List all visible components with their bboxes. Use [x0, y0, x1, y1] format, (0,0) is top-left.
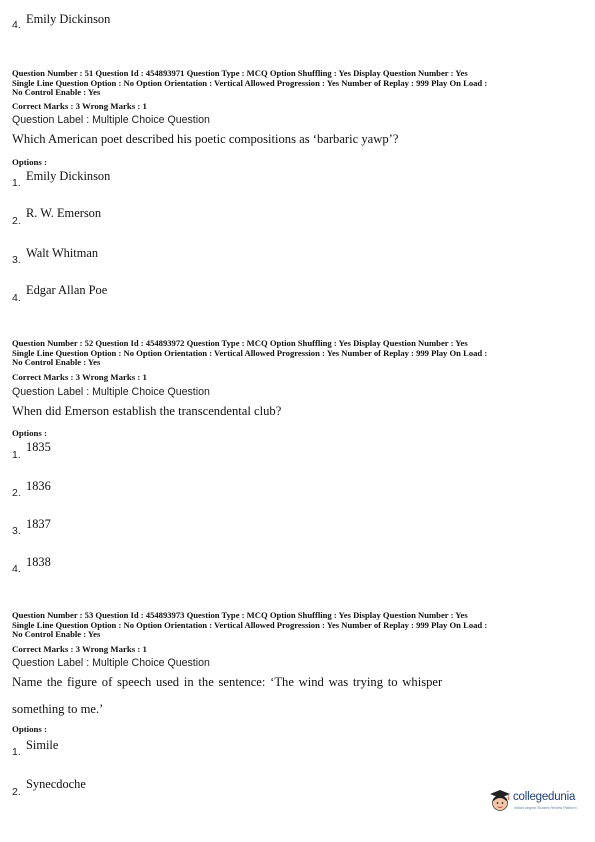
marks-line: Correct Marks : 3 Wrong Marks : 1	[12, 372, 147, 382]
option-number: 1.	[12, 177, 21, 189]
marks-line: Correct Marks : 3 Wrong Marks : 1	[12, 644, 147, 654]
option-text: 1837	[26, 517, 51, 531]
question-text-continued: something to me.’	[12, 702, 104, 716]
option-text: Emily Dickinson	[26, 169, 111, 183]
question-meta	[12, 339, 584, 368]
question-label: Question Label : Multiple Choice Question	[12, 657, 210, 669]
meta-line: Single Line Question Option : No Option Orientation : Vertical Allowed Progression : Yes Number of Replay : 999 Play On Load :	[12, 347, 488, 358]
question-label: Question Label : Multiple Choice Question	[12, 114, 210, 126]
option-text: Simile	[26, 738, 59, 752]
question-text: When did Emerson establish the transcendental club?	[12, 404, 282, 418]
logo-tagline: India's largest Student Review Platform	[514, 806, 577, 810]
option-text: Walt Whitman	[26, 246, 99, 260]
option-number: 2.	[12, 786, 21, 798]
options-label: Options :	[12, 724, 47, 734]
question-label: Question Label : Multiple Choice Question	[12, 386, 210, 398]
option-text: 1838	[26, 555, 51, 569]
meta-line: Single Line Question Option : No Option Orientation : Vertical Allowed Progression : Yes Number of Replay : 999 Play On Load :	[12, 619, 488, 630]
option-number: 3.	[12, 254, 21, 266]
question-text: Name the figure of speech used in the sentence: ‘The wind was trying to whisper	[12, 675, 443, 689]
option-number: 1.	[12, 449, 21, 461]
option-text: Emily Dickinson	[26, 12, 111, 26]
option-text: R. W. Emerson	[26, 206, 102, 220]
option-text: 1836	[26, 479, 51, 493]
option-number: 4.	[12, 292, 21, 304]
meta-line: No Control Enable : Yes	[12, 87, 101, 98]
option-number: 2.	[12, 215, 21, 227]
option-text: Edgar Allan Poe	[26, 283, 108, 297]
question-meta	[12, 611, 584, 640]
logo-wordmark: collegedunia	[513, 791, 576, 803]
option-text: 1835	[26, 440, 51, 454]
graduate-mascot-icon	[489, 788, 511, 812]
option-number: 1.	[12, 746, 21, 758]
meta-line: Single Line Question Option : No Option Orientation : Vertical Allowed Progression : Yes Number of Replay : 999 Play On Load :	[12, 77, 488, 88]
meta-line: No Control Enable : Yes	[12, 629, 101, 640]
question-meta	[12, 69, 584, 98]
marks-line: Correct Marks : 3 Wrong Marks : 1	[12, 101, 147, 111]
meta-line: Question Number : 52 Question Id : 454893972 Question Type : MCQ Option Shuffling : Yes Display Question Number : Yes	[12, 338, 468, 348]
option-number: 4.	[12, 563, 21, 575]
meta-line: Question Number : 51 Question Id : 454893971 Question Type : MCQ Option Shuffling : Yes Display Question Number : Yes	[12, 68, 468, 78]
collegedunia-logo	[489, 788, 589, 816]
question-text: Which American poet described his poetic compositions as ‘barbaric yawp’?	[12, 132, 399, 146]
option-number: 4.	[12, 19, 21, 31]
options-label: Options :	[12, 157, 47, 167]
options-label: Options :	[12, 428, 47, 438]
option-text: Synecdoche	[26, 777, 86, 791]
meta-line: No Control Enable : Yes	[12, 357, 101, 368]
option-number: 3.	[12, 525, 21, 537]
option-number: 2.	[12, 487, 21, 499]
meta-line: Question Number : 53 Question Id : 454893973 Question Type : MCQ Option Shuffling : Yes Display Question Number : Yes	[12, 610, 468, 620]
